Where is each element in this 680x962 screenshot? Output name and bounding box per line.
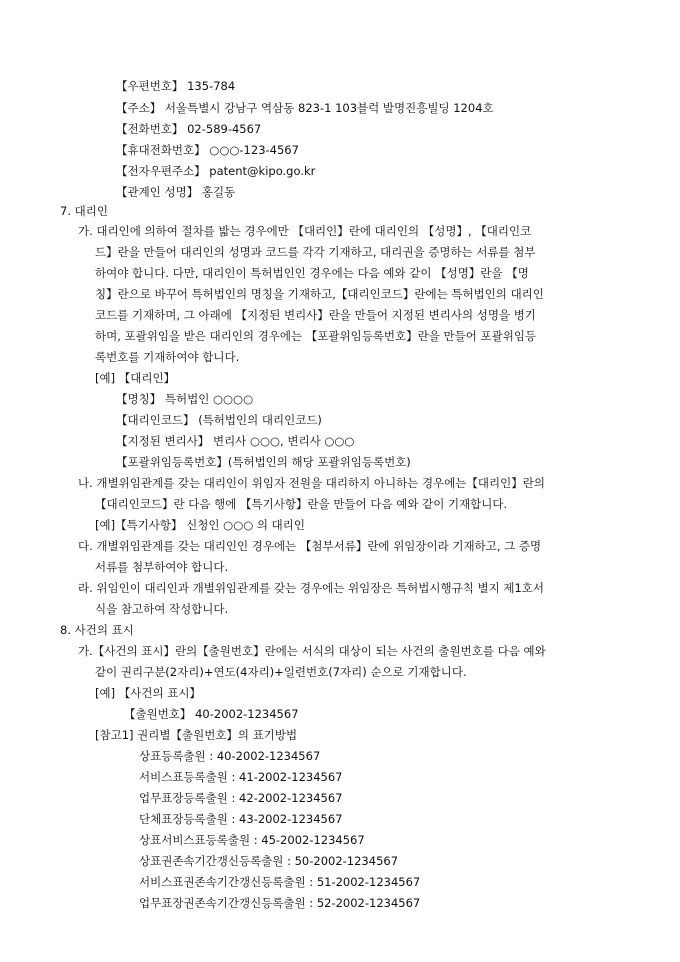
s7-ga-line-7: 록번호를 기재하여야 합니다. — [95, 350, 240, 364]
section-7-heading: 7. 대리인 — [60, 204, 108, 218]
s7-ga-line-3: 하여야 합니다. 다만, 대리인이 특허법인인 경우에는 다음 예와 같이 【성명】란을 【명 — [95, 266, 529, 280]
email-line: 【전자우편주소】 patent@kipo.go.kr — [116, 164, 316, 178]
s7-na-example: [예]【특기사항】 신청인 ○○○ 의 대리인 — [95, 518, 306, 532]
ref-item-trademark: 상표등록출원 : 40-2002-1234567 — [139, 749, 321, 763]
s8-reference-label: [참고1] 권리별【출원번호】의 표기방법 — [95, 728, 298, 742]
s7-ga-line-6: 하며, 포괄위임을 받은 대리인의 경우에는 【포괄위임등록번호】란을 만들어 포괄위임등 — [95, 329, 537, 343]
s7-ga-example-line-3: 【지정된 변리사】 변리사 ○○○, 변리사 ○○○ — [116, 434, 355, 448]
s8-example-label: [예] 【사건의 표시】 — [95, 686, 201, 700]
ref-item-trademark-renewal: 상표권존속기간갱신등록출원 : 50-2002-1234567 — [139, 854, 399, 868]
ref-item-collective-mark: 단체표장등록출원 : 43-2002-1234567 — [139, 812, 343, 826]
s7-ga-example-line-2: 【대리인코드】 (특허법인의 대리인코드) — [116, 413, 322, 427]
s7-ga-line-4: 칭】란으로 바꾸어 특허법인의 명칭을 기재하고,【대리인코드】란에는 특허법인의 대리인 — [95, 287, 544, 301]
s7-ga-example-label: [예] 【대리인】 — [95, 371, 176, 385]
mobile-line: 【휴대전화번호】 ○○○-123-4567 — [116, 143, 299, 157]
address-line: 【주소】 서울특별시 강남구 역삼동 823-1 103블럭 발명진흥빌딩 1204호 — [116, 101, 494, 115]
phone-line: 【전화번호】 02-589-4567 — [116, 122, 262, 136]
ref-item-business-emblem: 업무표장등록출원 : 42-2002-1234567 — [139, 791, 343, 805]
ref-item-service-mark-renewal: 서비스표권존속기간갱신등록출원 : 51-2002-1234567 — [139, 875, 421, 889]
section-8-heading: 8. 사건의 표시 — [60, 623, 134, 637]
s7-da-line-1: 다. 개별위임관계를 갖는 대리인인 경우에는 【첨부서류】란에 위임장이라 기재하고, 그 증명 — [78, 539, 542, 553]
contact-person-line: 【관계인 성명】 홍길동 — [116, 185, 236, 199]
s7-ga-line-5: 코드를 기재하며, 그 아래에 【지정된 변리사】란을 만들어 지정된 변리사의 성명을 병기 — [95, 308, 536, 322]
ref-item-business-emblem-renewal: 업무표장권존속기간갱신등록출원 : 52-2002-1234567 — [139, 896, 421, 910]
s7-da-line-2: 서류를 첨부하여야 합니다. — [95, 560, 229, 574]
postal-code-line: 【우편번호】 135-784 — [116, 79, 236, 93]
s8-ga-line-2: 같이 권리구분(2자리)+연도(4자리)+일련번호(7자리) 순으로 기재합니다. — [95, 665, 467, 679]
s7-na-line-2: 【대리인코드】란 다음 행에 【특기사항】란을 만들어 다음 예와 같이 기재합니다. — [95, 497, 508, 511]
ref-item-trademark-service-mark: 상표서비스표등록출원 : 45-2002-1234567 — [139, 833, 365, 847]
s7-ra-line-1: 라. 위임인이 대리인과 개별위임관계를 갖는 경우에는 위임장은 특허법시행규칙 별지 제1호서 — [78, 581, 545, 595]
s7-ga-example-line-1: 【명칭】 특허법인 ○○○○ — [116, 392, 254, 406]
s7-na-line-1: 나. 개별위임관계를 갖는 대리인이 위임자 전원을 대리하지 아니하는 경우에는【대리인】란의 — [78, 476, 545, 490]
s7-ra-line-2: 식을 참고하여 작성합니다. — [95, 602, 229, 616]
ref-item-service-mark: 서비스표등록출원 : 41-2002-1234567 — [139, 770, 343, 784]
s8-example-line: 【출원번호】 40-2002-1234567 — [124, 707, 299, 721]
s7-ga-example-line-4: 【포괄위임등록번호】(특허법인의 해당 포괄위임등록번호) — [116, 455, 411, 469]
s8-ga-line-1: 가.【사건의 표시】란의【출원번호】란에는 서식의 대상이 되는 사건의 출원번호를 다음 예와 — [78, 644, 546, 658]
s7-ga-line-2: 드】란을 만들어 대리인의 성명과 코드를 각각 기재하고, 대리권을 증명하는 서류를 첨부 — [95, 245, 536, 259]
s7-ga-line-1: 가. 대리인에 의하여 절차를 밟는 경우에만 【대리인】란에 대리인의 【성명】, 【대리인코 — [78, 224, 532, 238]
